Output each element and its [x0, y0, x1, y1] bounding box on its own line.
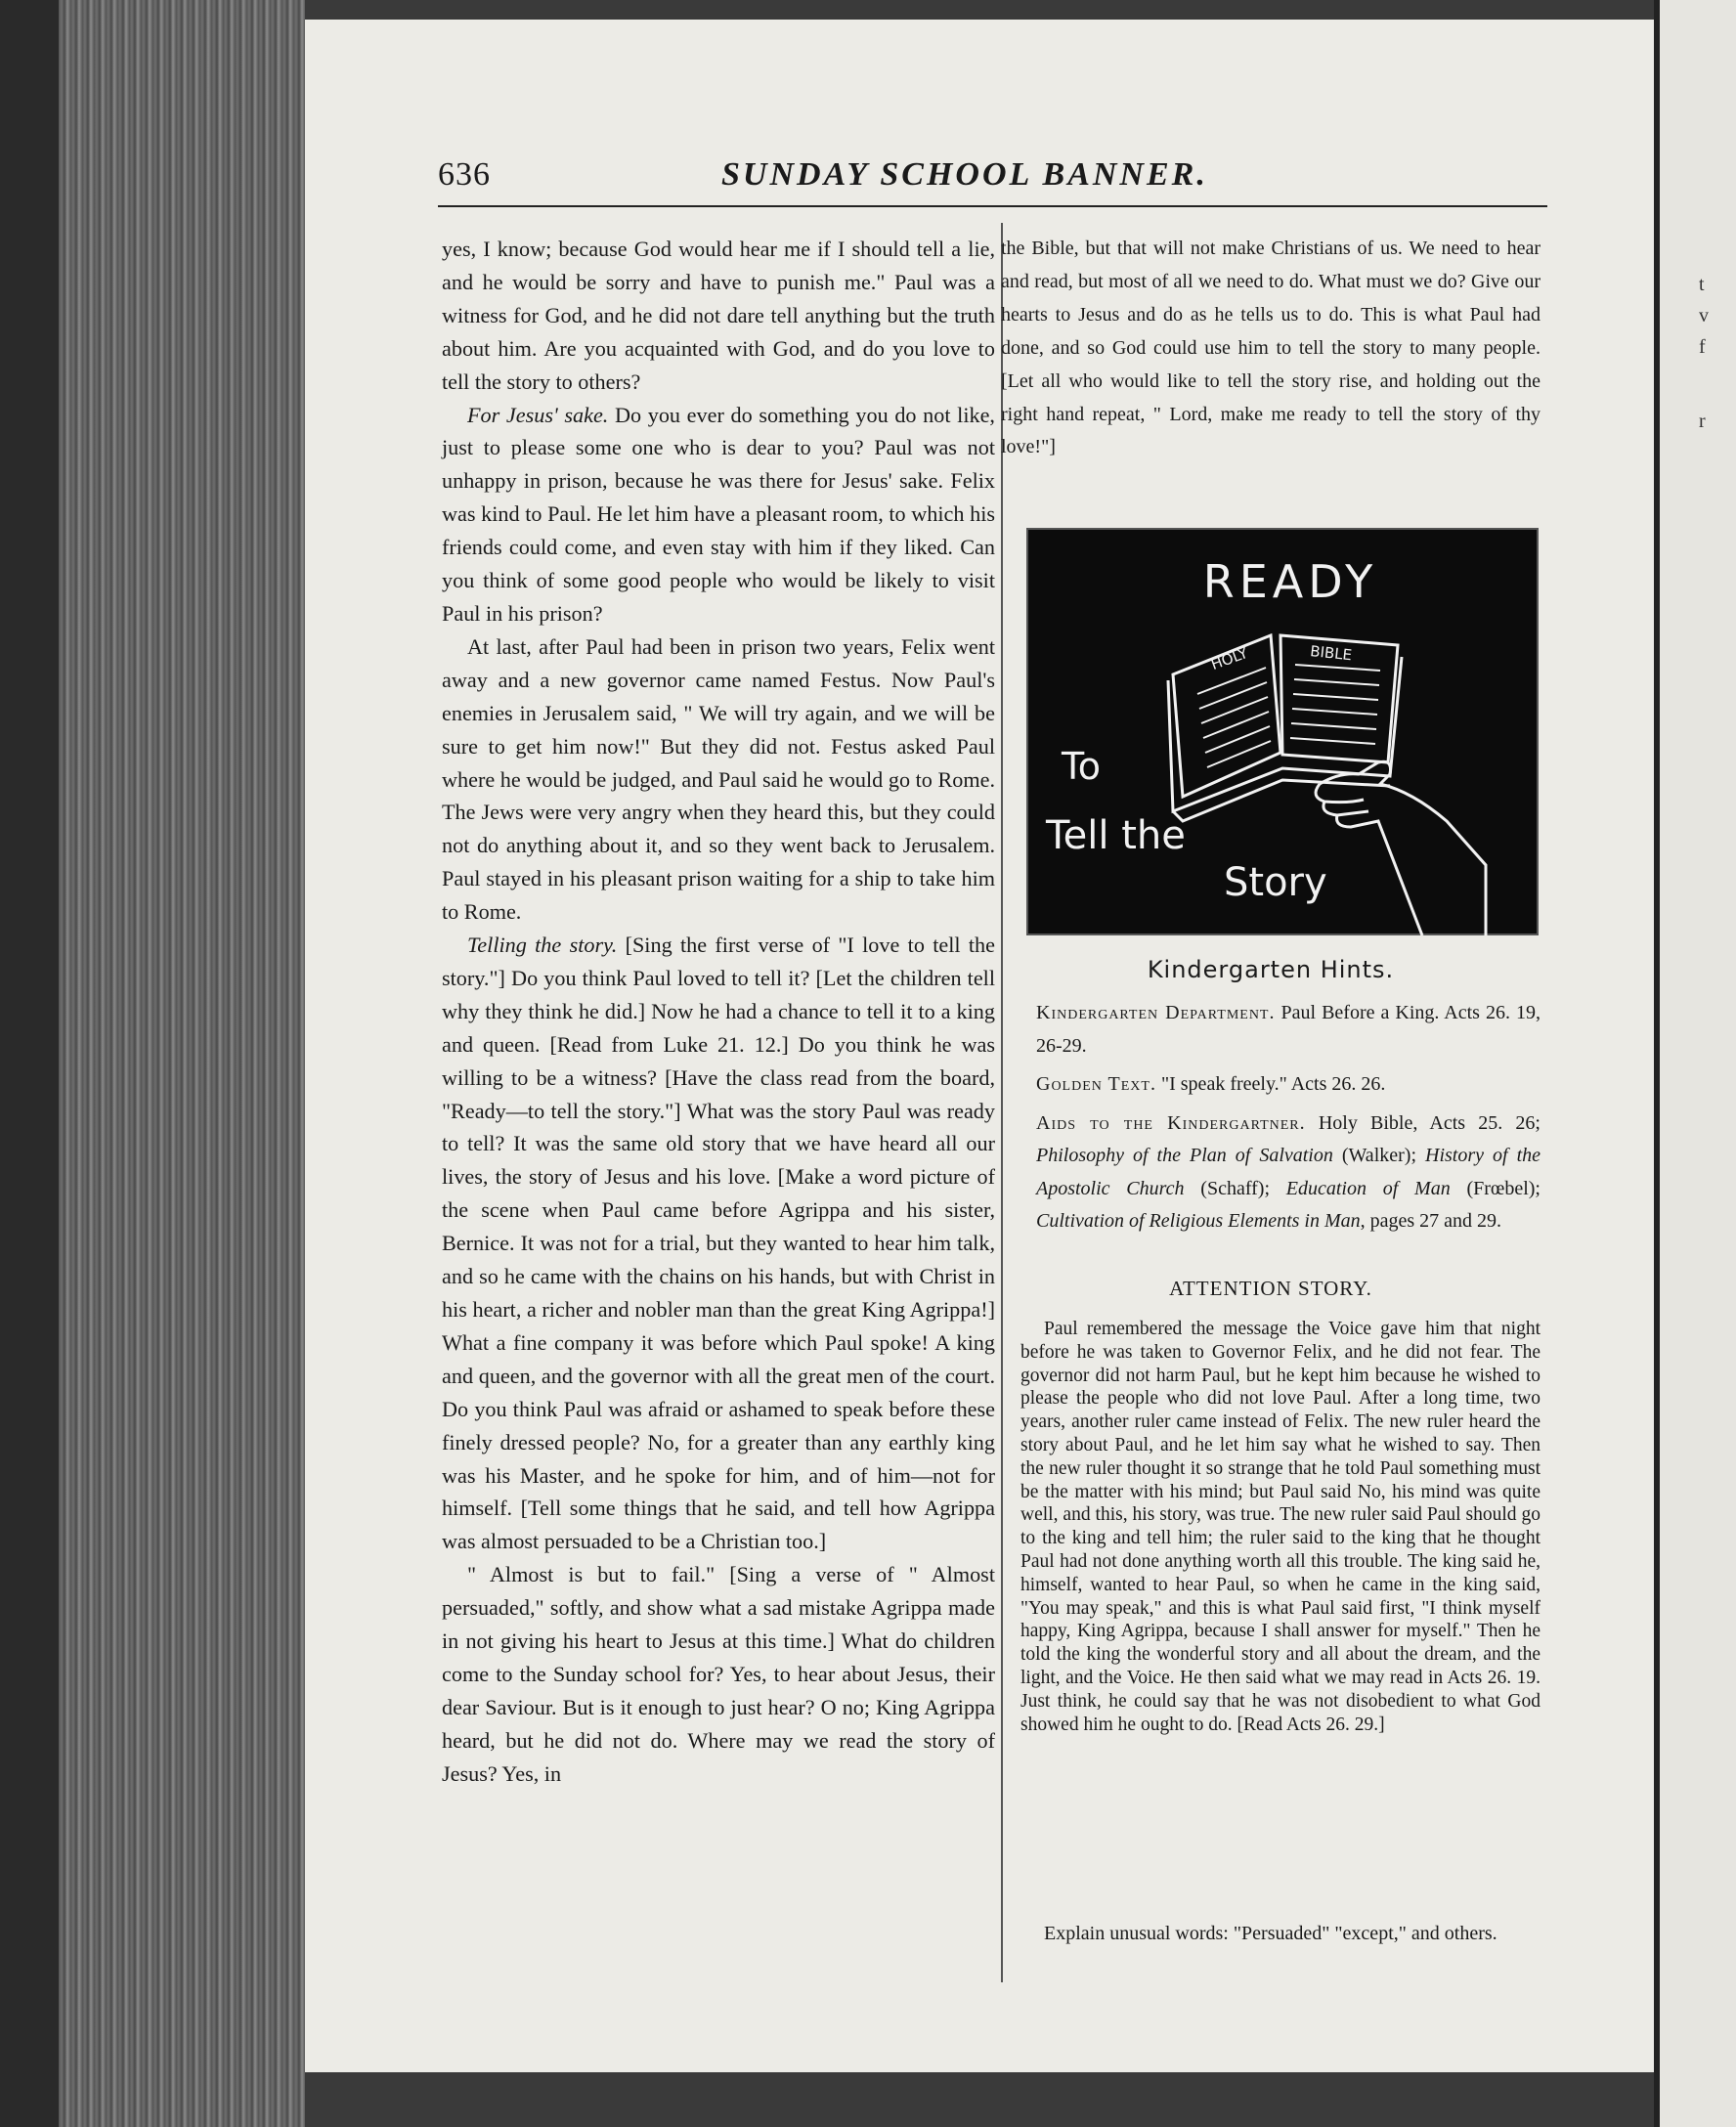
running-title: SUNDAY SCHOOL BANNER.	[721, 156, 1208, 193]
book-label-bible: BIBLE	[1309, 642, 1353, 665]
paragraph-text: Do you ever do something you do not like, just to please some one who is dear to you? Paul was not unhappy in prison, because he was there for Jesus' sake. Felix was kind to Paul. He let him have a pleasant room, to which his friends could come, and even stay with him if they liked. Can you think of some good people who would be likely to visit Paul in his prison?	[442, 402, 995, 626]
golden-text-label: Golden Text.	[1036, 1073, 1156, 1095]
strip-char: t	[1699, 274, 1705, 295]
book-label-holy: HOLY	[1208, 643, 1250, 674]
kindergarten-heading: Kindergarten Hints.	[1147, 956, 1395, 983]
golden-text-line	[1036, 1068, 1541, 1102]
header-rule	[438, 205, 1547, 207]
aids-text: (Frœbel);	[1450, 1177, 1541, 1199]
aids-label: Aids to the Kindergartner.	[1036, 1111, 1306, 1134]
left-column	[442, 233, 995, 1791]
paragraph: the Bible, but that will not make Christians of us. We need to hear and read, but most of all we need to do. What must we do? Give our hearts to Jesus and do as he tells us to do. This is what Paul had done, and so God could use him to tell the story to many people. [Let all who would like to tell the story rise, and holding out the right hand repeat, " Lord, make me ready to tell the story of thy love!"]	[1001, 238, 1541, 458]
aids-text: (Schaff);	[1184, 1177, 1286, 1199]
ready-to-tell-illustration	[1026, 528, 1539, 935]
section-lead: For Jesus' sake.	[467, 402, 609, 427]
paragraph: yes, I know; because God would hear me if I should tell a lie, and he would be sorry and have to punish me." Paul was a witness for God, and he did not dare tell anything but the truth about him. Are you acquainted with God, and do you love to tell the story to others?	[442, 237, 995, 394]
strip-char: r	[1699, 411, 1706, 432]
book-title: History of the Apostolic Church	[1036, 1145, 1541, 1199]
department-line	[1036, 997, 1541, 1063]
next-page-strip	[1654, 0, 1736, 2127]
page-number: 636	[438, 156, 491, 193]
strip-char: f	[1699, 336, 1706, 358]
illustration-ready: READY	[1202, 555, 1378, 608]
paragraph-text: [Sing the first verse of "I love to tell the story."] Do you think Paul loved to tell it? [Let the children tell why they think he did.] Now he had a chance to tell it to a king and queen. [Read from Luke 21. 12.] Do you think he was willing to be a witness? [Have the class read from the board, "Ready—to tell the story."] What was the story Paul was ready to tell? It was the same old story that we have heard all our lives, the story of Jesus and his love. [Make a word picture of the scene when Paul came before Agrippa and his sister, Bernice. It was not for a trial, but they wanted to hear him talk, and so he came with the chains on his hands, but with Christ in his heart, a richer and nobler man than the great King Agrippa!] What a fine company it was before which Paul spoke! A king and queen, and the governor with all the great men of the court. Do you think Paul was afraid or ashamed to speak before these finely dressed people? No, for a greater than any earthly king was his Master, and he spoke for him, and of him—not for himself. [Tell some things that he said, and tell how Agrippa was almost persuaded to be a Christian too.]	[442, 933, 995, 1554]
department-text: Paul Before a King. Acts 26. 19, 26-29.	[1036, 1002, 1541, 1057]
paragraph	[442, 399, 995, 630]
book-spine-shadow	[0, 0, 59, 2127]
paragraph: At last, after Paul had been in prison two years, Felix went away and a new governor came named Festus. Now Paul's enemies in Jerusalem said, " We will try again, and we will be sure to get him now!" But they did not. Festus asked Paul where he would be judged, and Paul said he would go to Rome. The Jews were very angry when they heard this, but they could not do anything about it, and so they went back to Jerusalem. Paul stayed in his pleasant prison waiting for a ship to take him to Rome.	[442, 633, 995, 925]
illustration-to: To	[1062, 745, 1102, 788]
aids-text: Holy Bible, Acts 25. 26;	[1305, 1111, 1541, 1134]
aids-text: , pages 27 and 29.	[1360, 1210, 1502, 1232]
book-title: Philosophy of the Plan of Salvation	[1036, 1145, 1333, 1166]
golden-text: "I speak freely." Acts 26. 26.	[1155, 1073, 1386, 1095]
attention-story-text: Paul remembered the message the Voice gave him that night before he was taken to Governor Felix, and he did not fear. The governor did not harm Paul, but he kept him because he wished to please the people who did not love Paul. After a long time, two years, another ruler came instead of Felix. The new ruler heard the story about Paul, and he let him say what he wished to say. Then the new ruler thought it so strange that he told Paul something must be the matter with his mind; but Paul said No, his mind was quite well, and this, his story, was true. The new ruler said Paul should go to the king and tell him; the ruler said to the king that he thought Paul had not done anything worth all this trouble. The king said he, himself, wanted to hear Paul, so when he came in the king said, "You may speak," and this is what Paul said first, "I think myself happy, King Agrippa, because I shall answer for myself." Then he told the king the wonderful story and all about the dream, and the light, and the Voice. He then said what we may read in Acts 26. 19. Just think, he could say that he was not disobedient to what God showed him he ought to do. [Read Acts 26. 29.]	[1020, 1319, 1541, 1735]
department-label: Kindergarten Department.	[1036, 1002, 1276, 1023]
section-lead: Telling the story.	[467, 933, 618, 958]
illustration-story: Story	[1224, 860, 1327, 905]
book-title: Education of Man	[1285, 1177, 1451, 1199]
attention-story	[1020, 1318, 1541, 1736]
page-header	[438, 156, 1547, 205]
attention-story-heading: ATTENTION STORY.	[1169, 1277, 1372, 1300]
kindergarten-hints	[1036, 997, 1541, 1244]
illustration-tell-the: Tell the	[1046, 813, 1186, 858]
aids-line	[1036, 1107, 1541, 1238]
book-title: Cultivation of Religious Elements in Man	[1036, 1210, 1361, 1232]
explain-words: Explain unusual words: "Persuaded" "except," and others.	[1044, 1923, 1497, 1944]
right-column	[1001, 233, 1541, 464]
paragraph	[442, 929, 995, 1558]
aids-text: (Walker);	[1332, 1145, 1426, 1166]
paragraph: " Almost is but to fail." [Sing a verse of " Almost persuaded," softly, and show what a sad mistake Agrippa made in not giving his heart to Jesus at this time.] What do children come to the Sunday school for? Yes, to hear about Jesus, their dear Saviour. But is it enough to just hear? O no; King Agrippa heard, but he did not do. Where may we read the story of Jesus? Yes, in	[442, 1562, 995, 1786]
column-divider	[1001, 223, 1003, 1982]
strip-char: v	[1699, 305, 1709, 326]
